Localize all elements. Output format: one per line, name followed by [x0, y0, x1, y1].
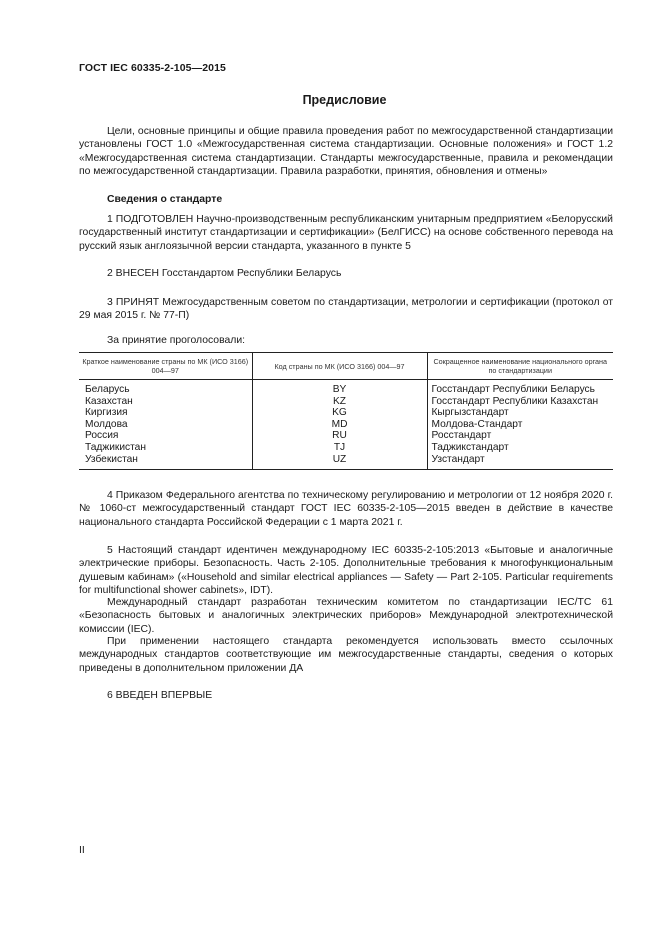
vote-intro: За принятие проголосовали: [107, 335, 246, 346]
body-cell: Таджикстандарт [427, 442, 613, 454]
table-row [79, 407, 613, 419]
code-cell: MD [252, 419, 427, 431]
section-heading: Сведения о стандарте [107, 194, 223, 205]
intro-paragraph [79, 125, 613, 179]
header-country-code: Код страны по МК (ИСО 3166) 004—97 [252, 353, 427, 380]
country-cell: Молдова [85, 418, 128, 430]
table-row [79, 454, 613, 470]
body-cell: Кыргызстандарт [427, 407, 613, 419]
code-cell: UZ [252, 454, 427, 470]
table-row [79, 430, 613, 442]
code-cell: KG [252, 407, 427, 419]
item-3-paragraph [79, 296, 613, 323]
body-cell: Госстандарт Республики Казахстан [427, 396, 613, 408]
item-5-paragraph-2 [79, 596, 613, 636]
table-row [79, 380, 613, 396]
body-cell: Госстандарт Республики Беларусь [427, 380, 613, 396]
body-cell: Росстандарт [427, 430, 613, 442]
item-1-paragraph [79, 213, 613, 253]
vote-table-header-row [79, 353, 613, 380]
code-cell: KZ [252, 396, 427, 408]
item-5-text: 5 Настоящий стандарт идентичен международному IEC 60335-2-105:2013 «Бытовые и аналогичные электрические приборы. Безопасность. Часть 2-105. Дополнительные требования к многофункциональным душевым кабинам» («Household and similar electrical appliances — Safety — Part 2-105. Particular requirements for multifunctional shower cabinets», IDT). [79, 545, 613, 597]
country-cell: Беларусь [85, 384, 130, 395]
item-5-text-2: Международный стандарт разработан техническим комитетом по стандартизации IEC/TC 61 «Безопасность бытовых и аналогичных электрических приборов» Международной электротехнической комиссии (IEC). [79, 597, 613, 635]
item-5-paragraph [79, 544, 613, 598]
vote-table [79, 352, 613, 470]
item-1-text: 1 ПОДГОТОВЛЕН Научно-производственным республиканским унитарным предприятием «Белорусский государственный институт стандартизации и сертификации» (БелГИСС) на основе собственного перевода на русский язык англоязычной версии стандарта, указанного в пункте 5 [79, 214, 613, 252]
code-cell: RU [252, 430, 427, 442]
table-row [79, 396, 613, 408]
country-cell: Киргизия [85, 407, 128, 419]
page-title: Предисловие [302, 93, 387, 107]
body-cell: Молдова-Стандарт [427, 419, 613, 431]
country-cell: Узбекистан [79, 454, 252, 470]
code-cell: TJ [252, 442, 427, 454]
table-row [79, 442, 613, 454]
code-cell: BY [252, 380, 427, 396]
header-country-name: Краткое наименование страны по МК (ИСО 3166) 004—97 [79, 353, 252, 380]
document-code: ГОСТ IEC 60335-2-105—2015 [79, 62, 226, 74]
item-4-text: 4 Приказом Федерального агентства по техническому регулированию и метрологии от 12 ноября 2020 г. № 1060-ст межгосударственный стандарт ГОСТ IEC 60335-2-105—2015 введен в действие в качестве национального стандарта Российской Федерации с 1 марта 2021 г. [79, 490, 613, 528]
intro-text: Цели, основные принципы и общие правила проведения работ по межгосударственной стандартизации установлены ГОСТ 1.0 «Межгосударственная система стандартизации. Основные положения» и ГОСТ 1.2 «Межгосударственная система стандартизации. Стандарты межгосударственные, правила и рекомендации по межгосударственной стандартизации. Правила разработки, принятия, обновления и отмены» [79, 126, 613, 178]
item-3-text: 3 ПРИНЯТ Межгосударственным советом по стандартизации, метрологии и сертификации (протокол от 29 мая 2015 г. № 77-П) [79, 297, 613, 322]
country-cell: Таджикистан [85, 441, 146, 453]
item-6-paragraph: 6 ВВЕДЕН ВПЕРВЫЕ [107, 690, 213, 701]
country-cell: Россия [85, 430, 119, 442]
page-number: II [79, 845, 85, 856]
item-5-paragraph-3 [79, 635, 613, 675]
item-2-paragraph: 2 ВНЕСЕН Госстандартом Республики Беларусь [107, 268, 342, 279]
body-cell: Узстандарт [427, 454, 613, 470]
table-row [79, 419, 613, 431]
item-5-text-3: При применении настоящего стандарта рекомендуется использовать вместо ссылочных международных стандартов соответствующие им межгосударственные стандарты, сведения о которых приведены в дополнительном приложении ДА [79, 636, 613, 674]
country-cell: Казахстан [85, 395, 133, 407]
item-4-paragraph [79, 489, 613, 529]
header-standards-body: Сокращенное наименование национального органа по стандартизации [427, 353, 613, 380]
